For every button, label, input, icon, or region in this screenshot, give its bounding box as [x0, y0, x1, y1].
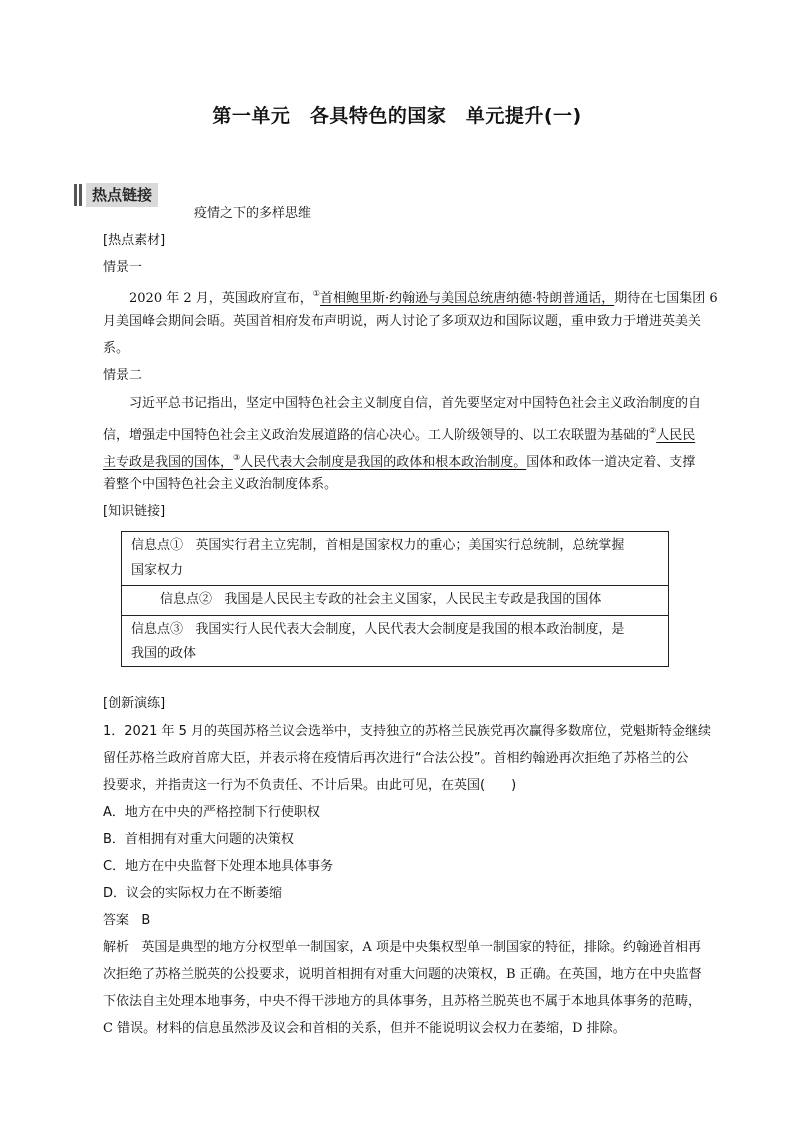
info-row-1 [122, 532, 668, 586]
circled-number: ③ [233, 453, 241, 462]
hotlink-section-header [74, 183, 166, 207]
circled-number: ② [649, 426, 657, 435]
info-row-2 [122, 586, 668, 616]
circled-number: ① [312, 289, 320, 298]
scene1-l1-post: 期待在七国集团 6 [614, 291, 718, 306]
info-text-2: 我国是人民民主专政的社会主义国家，人民民主专政是我国的国体 [224, 592, 602, 607]
scene2-l2-pre: 信，增强走中国特色社会主义政治发展道路的信心决心。工人阶级领导的、以工农联盟为基础的 [103, 428, 650, 443]
scene1-l1-pre: 2020 年 2 月，英国政府宣布， [129, 291, 313, 306]
material-tag: [热点素材] [103, 233, 166, 248]
scene1-line-2: 月美国峰会期间会晤。英国首相府发布声明说，两人讨论了多项双边和国际议题，重申致力于增进英美关 [103, 314, 702, 329]
answer-line [103, 911, 150, 931]
analysis-label: 解析 [103, 940, 130, 955]
scene1-label: 情景一 [103, 260, 143, 275]
option-c: C．地方在中央监督下处理本地具体事务 [103, 859, 334, 874]
info-text-1: 英国实行君主立宪制，首相是国家权力的重心；美国实行总统制，总统掌握 [195, 538, 625, 553]
topic-title: 疫情之下的多样思维 [194, 206, 312, 221]
info-label-1: 信息点① [131, 538, 184, 553]
info-label-3: 信息点③ [131, 622, 184, 637]
option-b: B．首相拥有对重大问题的决策权 [103, 832, 294, 847]
scene1-line-3: 系。 [103, 341, 130, 356]
analysis-line-2: 次拒绝了苏格兰脱英的公投要求，说明首相拥有对重大问题的决策权，B 正确。在英国，地方在中央监督 [103, 967, 702, 982]
info-row-1-line-2: 国家权力 [131, 563, 184, 578]
question-line-3: 投要求，并指责这一行为不负责任、不计后果。由此可见，在英国( ) [103, 778, 517, 793]
scene2-l3-underline-2: 人民代表大会制度是我国的政体和根本政治制度。 [240, 455, 527, 470]
info-label-2: 信息点② [160, 592, 213, 607]
analysis-text-1: 英国是典型的地方分权型单一制国家，A 项是中央集权型单一制国家的特征，排除。约翰逊首相再 [141, 940, 701, 955]
scene2-line-3 [103, 448, 695, 473]
scene2-line-2 [103, 421, 695, 446]
option-d: D．议会的实际权力在不断萎缩 [103, 886, 283, 901]
analysis-line-1 [103, 938, 701, 958]
info-row-1-line-1 [131, 536, 624, 556]
info-text-3: 我国实行人民代表大会制度，人民代表大会制度是我国的根本政治制度，是 [195, 622, 625, 637]
scene2-label: 情景二 [103, 368, 143, 383]
option-a: A．地方在中央的严格控制下行使职权 [103, 805, 320, 820]
analysis-line-3: 下依法自主处理本地事务，中央不得干涉地方的具体事务，且苏格兰脱英也不属于本地具体事务的范畴， [103, 994, 702, 1009]
answer-label: 答案 [103, 913, 130, 928]
question-line-2: 留任苏格兰政府首席大臣，并表示将在疫情后再次进行“合法公投”。首相约翰逊再次拒绝了苏格兰的公 [103, 751, 689, 766]
scene2-l3-underline-1: 主专政是我国的国体， [103, 455, 234, 470]
question-line-1: 1．2021 年 5 月的英国苏格兰议会选举中，支持独立的苏格兰民族党再次赢得多数席位，党魁斯特金继续 [103, 724, 712, 739]
scene1-l1-underline: 首相鲍里斯·约翰逊与美国总统唐纳德·特朗普通话， [319, 291, 615, 306]
scene2-line-1: 习近平总书记指出，坚定中国特色社会主义制度自信，首先要坚定对中国特色社会主义政治制度的自 [129, 396, 702, 411]
info-row-3-line-1 [131, 620, 624, 640]
practice-tag: [创新演练] [103, 696, 166, 711]
analysis-line-4: C 错误。材料的信息虽然涉及议会和首相的关系，但并不能说明议会权力在萎缩，D 排除。 [103, 1021, 626, 1036]
scene2-line-4: 着整个中国特色社会主义政治制度体系。 [103, 477, 338, 492]
hotlink-label: 热点链接 [86, 183, 158, 207]
page-title: 第一单元 各具特色的国家 单元提升(一) [212, 105, 582, 127]
knowledge-box [121, 531, 669, 667]
answer-value: B [141, 913, 151, 928]
info-row-3 [122, 616, 668, 667]
scene1-line-1 [129, 284, 718, 309]
scene2-l3-post: 国体和政体一道决定着、支撑 [526, 455, 696, 470]
info-row-2-line [160, 590, 601, 610]
info-row-3-line-2: 我国的政体 [131, 646, 197, 661]
bars-icon [74, 184, 82, 206]
knowledge-tag: [知识链接] [103, 504, 166, 519]
scene2-l2-underline: 人民民 [656, 428, 696, 443]
